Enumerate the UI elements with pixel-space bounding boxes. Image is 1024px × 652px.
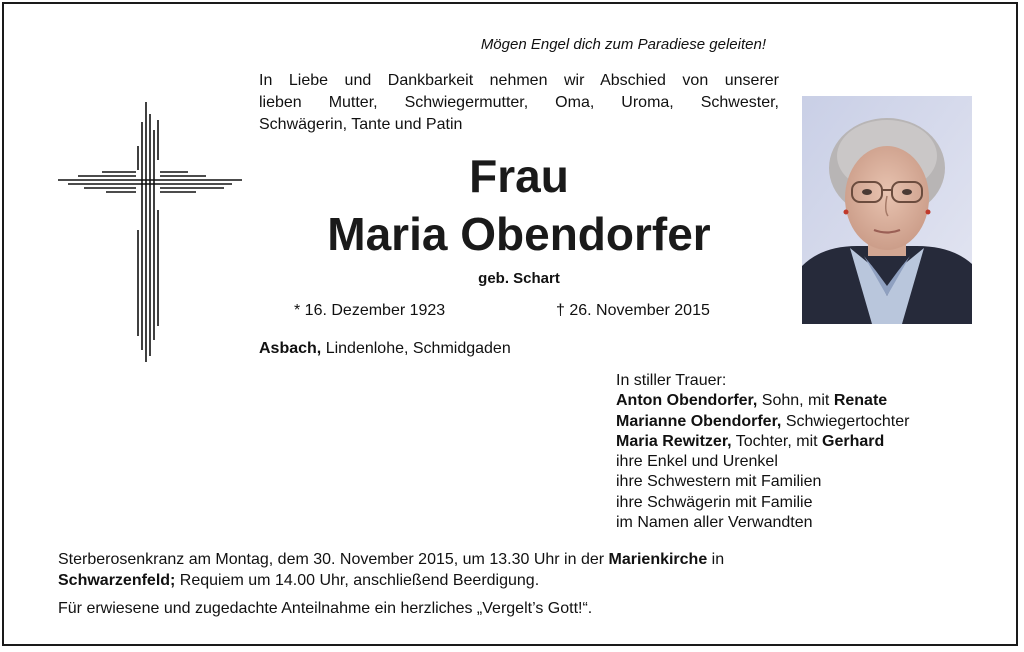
town-name: Schwarzenfeld; <box>58 572 176 589</box>
mourner-line: im Namen aller Verwandten <box>616 514 813 532</box>
mourner-name: Gerhard <box>822 432 885 450</box>
thanks-line: Für erwiesene und zugedachte Anteilnahme ein herzliches „Vergelt’s Gott!“. <box>58 600 593 617</box>
mourner-relation: Sohn, mit <box>757 392 834 410</box>
maiden-name: geb. Schart <box>478 270 560 287</box>
funeral-line: Schwarzenfeld; Requiem um 14.00 Uhr, anschließend Beerdigung. <box>58 572 540 589</box>
mourner-line: ihre Schwestern mit Familien <box>616 473 822 491</box>
obituary-card <box>2 2 1018 646</box>
funeral-info <box>58 549 918 619</box>
deceased-name: Maria Obendorfer <box>327 208 711 260</box>
place-rest: Lindenlohe, Schmidgaden <box>321 340 511 357</box>
mourner-name: Renate <box>833 392 888 410</box>
salutation: Frau <box>469 150 569 202</box>
mourner-line <box>616 391 909 411</box>
funeral-line: Sterberosenkranz am Montag, dem 30. November 2015, um 13.30 Uhr in der Marienkirche in <box>58 551 725 568</box>
mourner-name: Maria Rewitzer, <box>616 432 732 450</box>
place-bold: Asbach, <box>259 340 322 357</box>
mourner-name: Anton Obendorfer, <box>616 392 758 410</box>
intro-text <box>259 70 779 136</box>
birth-date: * 16. Dezember 1923 <box>294 302 446 319</box>
motto: Mögen Engel dich zum Paradiese geleiten! <box>480 36 766 53</box>
mourner-line: ihre Enkel und Urenkel <box>616 453 778 471</box>
death-date: † 26. November 2015 <box>556 302 710 319</box>
mourner-line <box>616 432 909 452</box>
intro-line: Schwägerin, Tante und Patin <box>259 116 463 133</box>
mourner-relation: Schwiegertochter <box>781 412 910 430</box>
mourner-name: Marianne Obendorfer, <box>616 412 782 430</box>
mourner-line <box>616 412 909 432</box>
church-name: Marienkirche <box>608 551 708 568</box>
mourner-relation: Tochter, mit <box>731 432 823 450</box>
intro-line: In Liebe und Dankbarkeit nehmen wir Abschied von unserer <box>259 72 779 89</box>
cross-icon <box>56 100 244 366</box>
mourners-list <box>616 371 909 533</box>
portrait-photo <box>802 96 972 324</box>
intro-line: lieben Mutter, Schwiegermutter, Oma, Uroma, Schwester, <box>259 94 779 111</box>
places <box>259 340 511 358</box>
mourners-heading: In stiller Trauer: <box>616 372 727 389</box>
mourner-line: ihre Schwägerin mit Familie <box>616 493 813 511</box>
